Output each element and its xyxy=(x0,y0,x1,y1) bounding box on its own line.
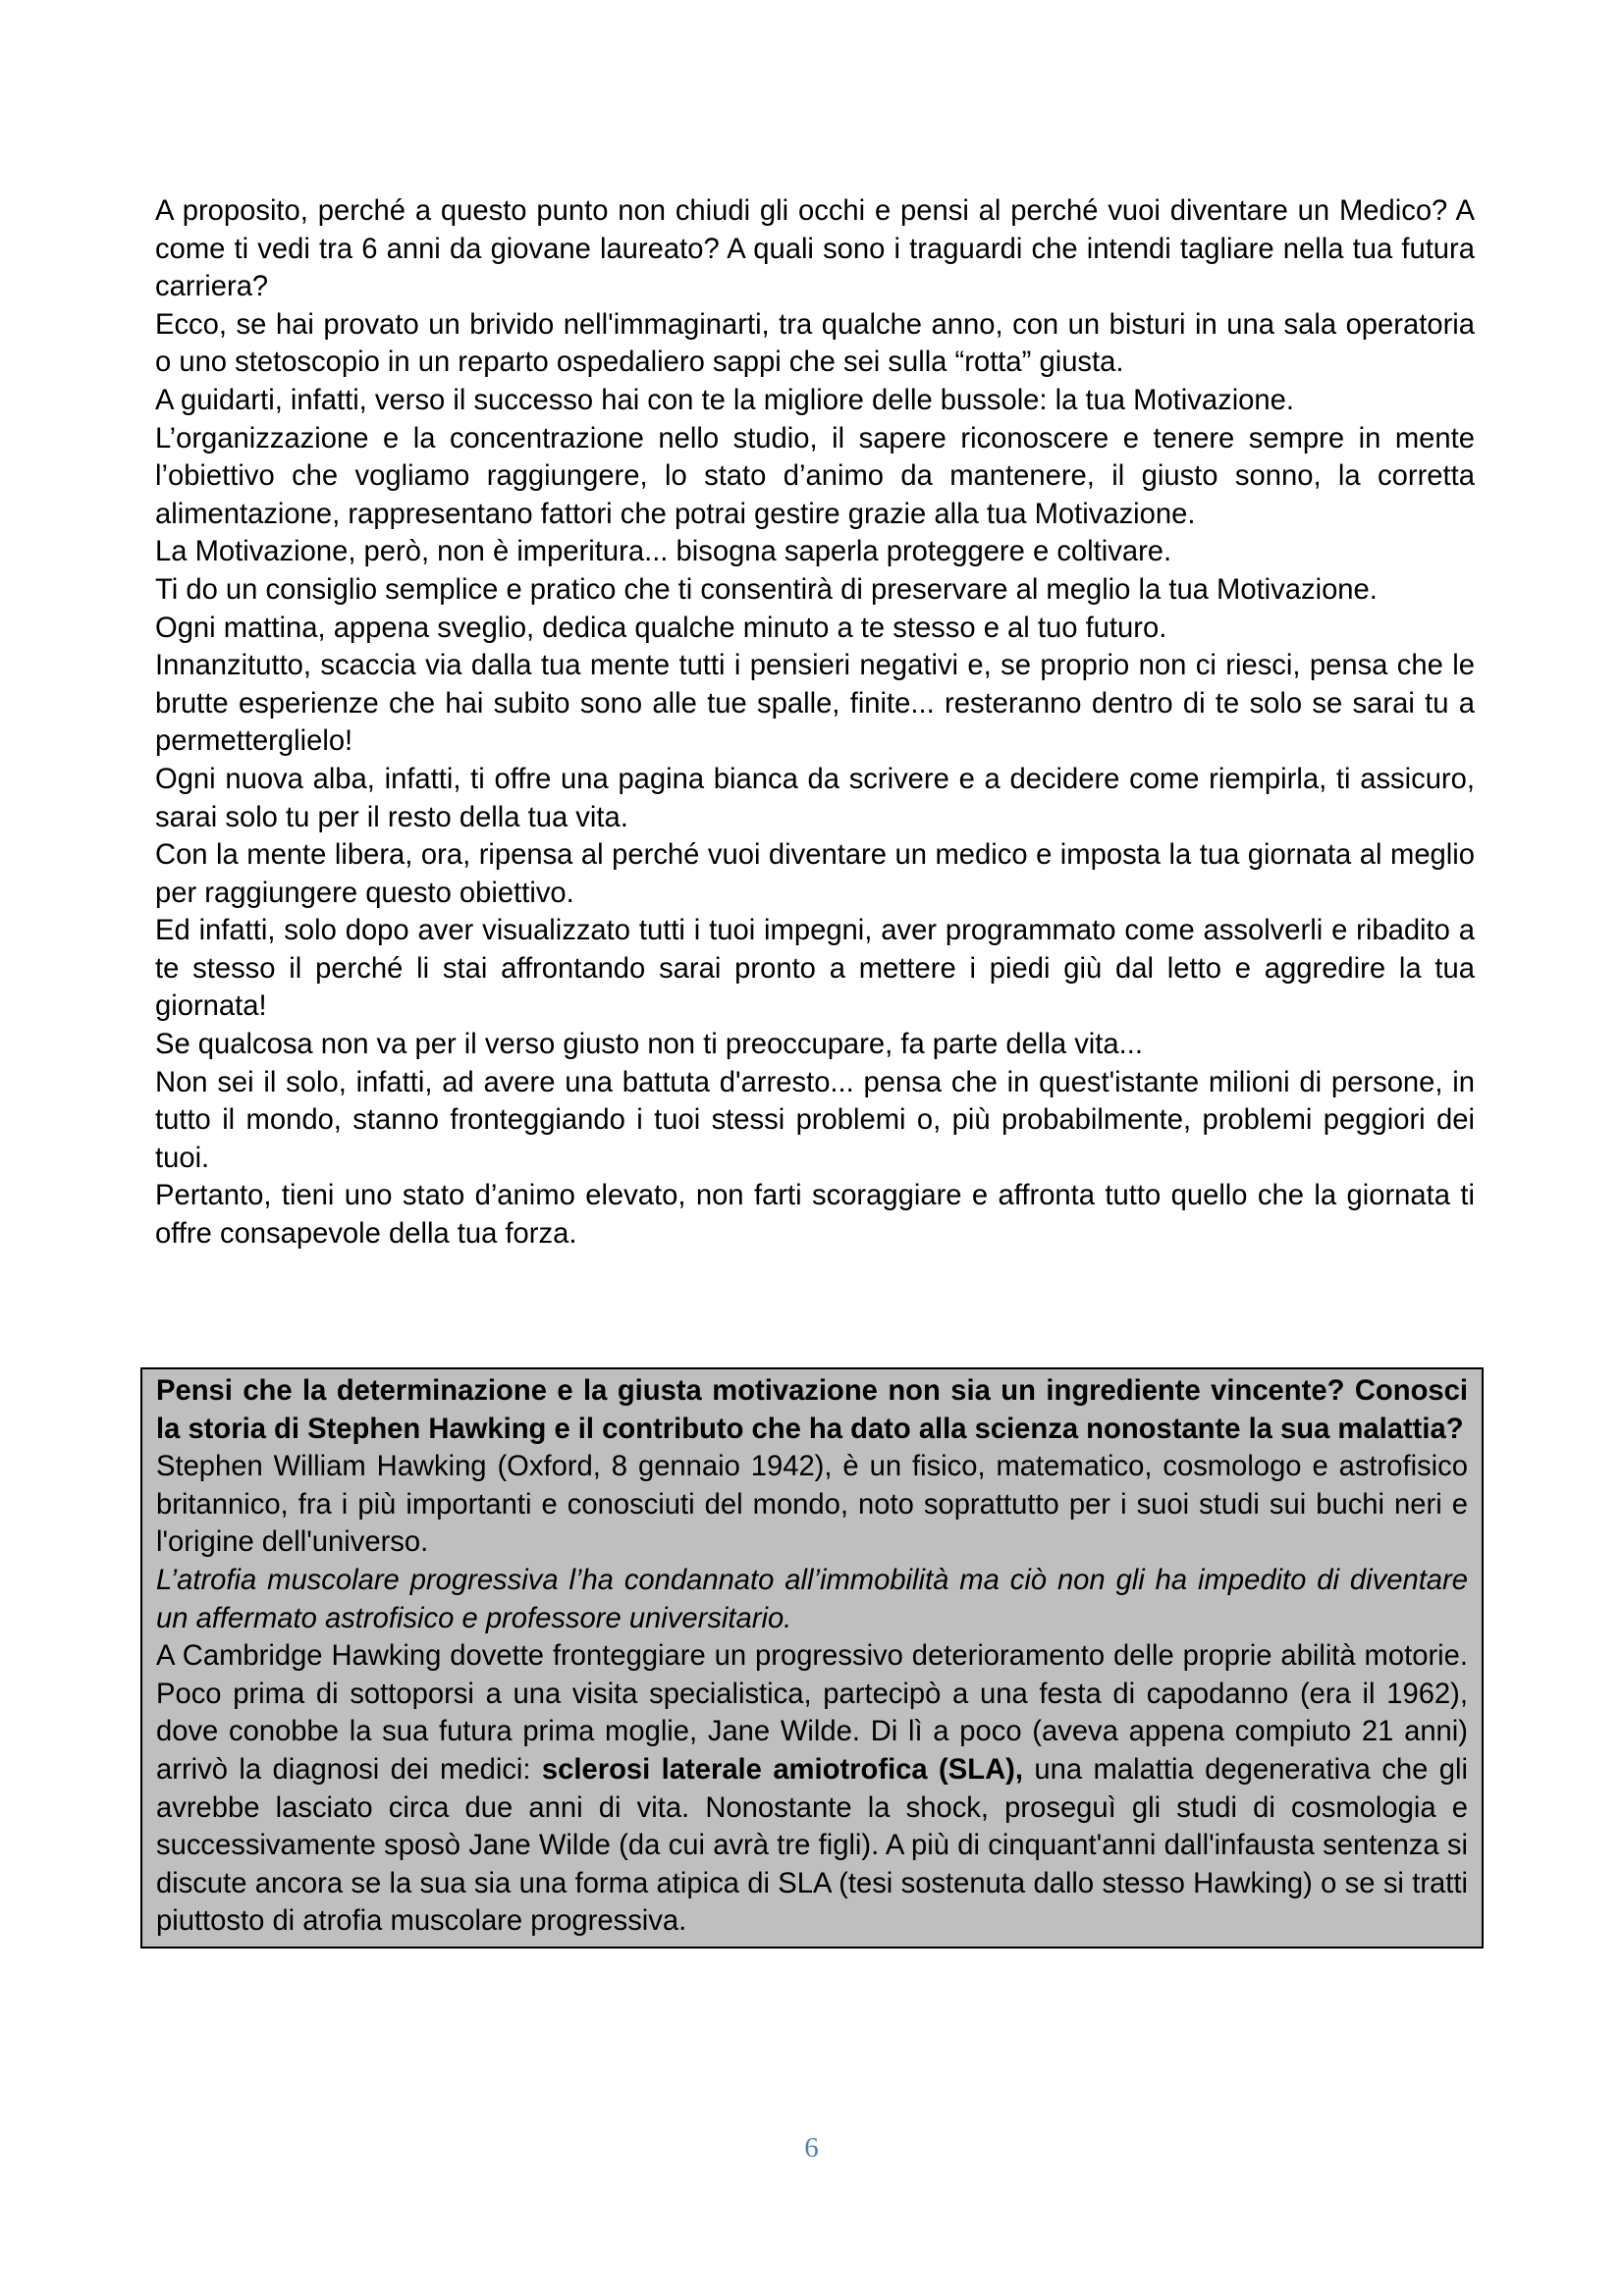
paragraph: L’organizzazione e la concentrazione nello studio, il sapere riconoscere e tenere sempre in mente l’obiettivo che vogliamo raggiungere, lo stato d’animo da mantenere, il giusto sonno, la corretta alimentazione, rappresentano fattori che potrai gestire grazie alla tua Motivazione. xyxy=(155,422,1475,530)
hawking-callout-box xyxy=(140,1367,1484,1949)
paragraph: Ecco, se hai provato un brivido nell'immaginarti, tra qualche anno, con un bisturi in una sala operatoria o uno stetoscopio in un reparto ospedaliero sappi che sei sulla “rotta” giusta. xyxy=(155,308,1475,379)
callout-story-part1: A Cambridge Hawking dovette fronteggiare un progressivo deterioramento delle proprie abilità motorie. Poco prima di sottoporsi a una visita specialistica, partecipò a una festa di capodanno (era il 1962), dove conobbe la sua futura prima moglie, Jane Wilde. Di lì a poco (aveva appena compiuto 21 anni) arrivò la diagnosi dei medici: xyxy=(156,1640,1468,1786)
paragraph: A guidarti, infatti, verso il successo hai con te la migliore delle bussole: la tua Motivazione. xyxy=(155,384,1294,416)
callout-italic-note: L’atrofia muscolare progressiva l’ha condannato all’immobilità ma ciò non gli ha impedito di diventare un affermato astrofisico e professore universitario. xyxy=(156,1564,1468,1634)
main-text xyxy=(155,192,1475,1254)
callout-story-part2: una malattia degenerativa che gli avrebbe lasciato circa due anni di vita. Nonostante la shock, proseguì gli studi di cosmologia e successivamente sposò Jane Wilde (da cui avrà tre figli). A più di cinquant'anni dall'infausta sentenza si discute ancora se la sua sia una forma atipica di SLA (tesi sostenuta dallo stesso Hawking) o se si tratti piuttosto di atrofia muscolare progressiva. xyxy=(156,1753,1469,1938)
paragraph: Ogni nuova alba, infatti, ti offre una pagina bianca da scrivere e a decidere come riempirla, ti assicuro, sarai solo tu per il resto della tua vita. xyxy=(155,763,1475,833)
paragraph: Pertanto, tieni uno stato d’animo elevato, non farti scoraggiare e affronta tutto quello che la giornata ti offre consapevole della tua forza. xyxy=(155,1180,1475,1251)
page-number: 6 xyxy=(804,2132,819,2163)
paragraph: Ti do un consiglio semplice e pratico che ti consentirà di preservare al meglio la tua Motivazione. xyxy=(155,573,1378,606)
paragraph: Se qualcosa non va per il verso giusto non ti preoccupare, fa parte della vita... xyxy=(155,1029,1143,1061)
paragraph: Ed infatti, solo dopo aver visualizzato tutti i tuoi impegni, aver programmato come assolverli e ribadito a te stesso il perché li stai affrontando sarai pronto a mettere i piedi giù dal letto e aggredire la tua giornata! xyxy=(155,915,1475,1023)
callout-story-bold: sclerosi laterale amiotrofica (SLA), xyxy=(541,1753,1023,1786)
paragraph: La Motivazione, però, non è imperitura... bisogna saperla proteggere e coltivare. xyxy=(155,536,1172,568)
paragraph: Ogni mattina, appena sveglio, dedica qualche minuto a te stesso e al tuo futuro. xyxy=(155,612,1167,644)
callout-bio: Stephen William Hawking (Oxford, 8 gennaio 1942), è un fisico, matematico, cosmologo e astrofisico britannico, fra i più importanti e conosciuti del mondo, noto soprattutto per i suoi studi sui buchi neri e l'origine dell'universo. xyxy=(156,1451,1468,1559)
paragraph: Non sei il solo, infatti, ad avere una battuta d'arresto... pensa che in quest'istante milioni di persone, in tutto il mondo, stanno fronteggiando i tuoi stessi problemi o, più probabilmente, problemi peggiori dei tuoi. xyxy=(155,1066,1475,1174)
paragraph: Innanzitutto, scaccia via dalla tua mente tutti i pensieri negativi e, se proprio non ci riesci, pensa che le brutte esperienze che hai subito sono alle tue spalle, finite... resteranno dentro di te solo se sarai tu a permetterglielo! xyxy=(155,650,1475,758)
paragraph: Con la mente libera, ora, ripensa al perché vuoi diventare un medico e imposta la tua giornata al meglio per raggiungere questo obiettivo. xyxy=(155,839,1475,909)
callout-story xyxy=(156,1637,1468,1941)
paragraph: A proposito, perché a questo punto non chiudi gli occhi e pensi al perché vuoi diventare un Medico? A come ti vedi tra 6 anni da giovane laureato? A quali sono i traguardi che intendi tagliare nella tua futura carriera? xyxy=(155,195,1475,303)
callout-heading: Pensi che la determinazione e la giusta motivazione non sia un ingrediente vincente? Conosci la storia di Stephen Hawking e il contributo che ha dato alla scienza nonostante la sua malattia? xyxy=(156,1375,1468,1445)
